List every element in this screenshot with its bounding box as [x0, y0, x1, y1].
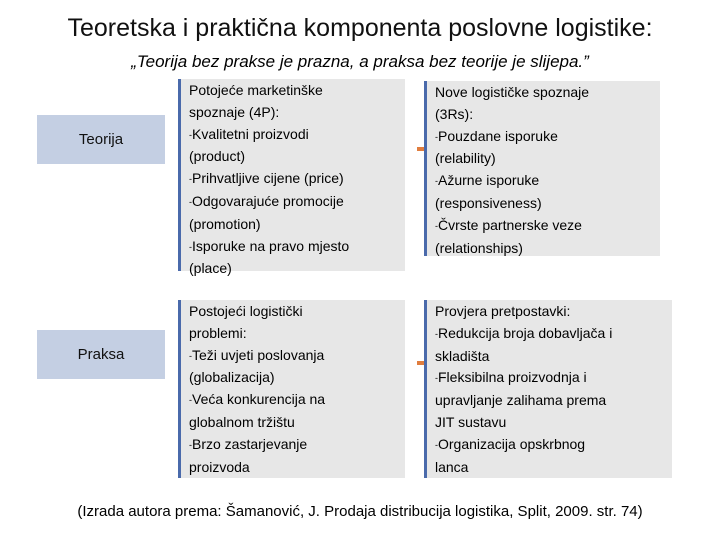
box-item-text: Brzo zastarjevanje: [192, 435, 308, 452]
box-item-text: Fleksibilna proizvodnja i: [438, 369, 587, 386]
box-item-continuation: [189, 258, 405, 280]
bullet-marker: -: [435, 131, 438, 142]
box-bullet-item: [435, 215, 660, 238]
box-item-continuation: [189, 367, 405, 389]
box-item-text: skladišta: [435, 347, 490, 364]
box-item-text: Prihvatljive cijene (price): [192, 170, 344, 187]
box-bullet-item: [189, 434, 405, 457]
box-item-text: Veća konkurencija na: [192, 391, 326, 408]
box-bullet-item: [189, 191, 405, 214]
box-bullet-item: [189, 168, 405, 191]
slide-quote: „Teorija bez prakse je prazna, a praksa bez teorije je slijepa.”: [131, 52, 589, 71]
box-item-continuation: [189, 214, 405, 236]
source-citation: (Izrada autora prema: Šamanović, J. Prodaja distribucija logistika, Split, 2009. str. 74): [77, 503, 643, 520]
row-label-teorija: Teorija: [37, 115, 165, 164]
bullet-marker: -: [189, 174, 192, 185]
box-item-continuation: [435, 457, 672, 479]
box-item-text: lanca: [435, 458, 469, 475]
box-item-text: (promotion): [189, 215, 261, 232]
box-item-text: (responsiveness): [435, 194, 542, 211]
box-item-continuation: [435, 346, 672, 368]
box-item-text: (globalizacija): [189, 369, 275, 386]
bullet-marker: -: [189, 350, 192, 361]
box-item-continuation: [435, 390, 672, 412]
praksa-left-box: [178, 300, 405, 478]
box-item-continuation: [435, 412, 672, 434]
box-item-text: Kvalitetni proizvodi: [192, 125, 309, 142]
teorija-left-box: [178, 79, 405, 277]
box-item-text: (product): [189, 148, 246, 165]
box-item-text: proizvoda: [189, 458, 250, 475]
box-item-continuation: [189, 457, 405, 479]
box-item-continuation: [189, 412, 405, 434]
bullet-marker: -: [435, 328, 438, 339]
box-heading-line: Nove logističke spoznaje: [435, 84, 590, 100]
box-bullet-item: [189, 389, 405, 412]
box-item-text: Ažurne isporuke: [438, 172, 540, 189]
box-item-text: (relationships): [435, 239, 523, 256]
box-bullet-item: [435, 434, 672, 457]
box-item-continuation: [435, 238, 660, 260]
box-item-text: Isporuke na pravo mjesto: [192, 237, 350, 254]
box-item-continuation: [435, 193, 660, 215]
box-bullet-item: [189, 345, 405, 368]
box-bullet-item: [189, 124, 405, 147]
praksa-right-box: [424, 300, 672, 478]
bullet-marker: -: [189, 129, 192, 140]
row-label-praksa: Praksa: [37, 330, 165, 379]
teorija-right-box: [424, 81, 660, 256]
box-item-text: Teži uvjeti poslovanja: [192, 346, 325, 363]
bullet-marker: -: [189, 196, 192, 207]
box-heading-line: spoznaje (4P):: [189, 103, 280, 120]
box-item-text: JIT sustavu: [435, 413, 507, 430]
box-heading-line: Potojeće marketinške: [189, 82, 323, 98]
bullet-marker: -: [435, 176, 438, 187]
bullet-marker: -: [435, 220, 438, 231]
box-item-text: Pouzdane isporuke: [438, 127, 558, 144]
box-bullet-item: [435, 126, 660, 149]
box-item-text: Čvrste partnerske veze: [438, 216, 582, 233]
box-bullet-item: [435, 367, 672, 390]
bullet-marker: -: [189, 439, 192, 450]
box-item-text: Organizacija opskrbnog: [438, 435, 586, 452]
box-heading-line: Provjera pretpostavki:: [435, 303, 571, 319]
box-item-continuation: [435, 148, 660, 170]
box-bullet-item: [189, 236, 405, 259]
bullet-marker: -: [435, 373, 438, 384]
slide-title: Teoretska i praktična komponenta poslovne logistike:: [67, 14, 653, 42]
box-item-text: (relability): [435, 150, 496, 167]
box-bullet-item: [435, 323, 672, 346]
box-item-text: (place): [189, 260, 232, 277]
box-bullet-item: [435, 170, 660, 193]
bullet-marker: -: [189, 395, 192, 406]
bullet-marker: -: [435, 439, 438, 450]
box-item-continuation: [189, 146, 405, 168]
box-heading-line: (3Rs):: [435, 105, 474, 122]
box-item-text: Odgovarajuće promocije: [192, 192, 344, 209]
box-item-text: upravljanje zalihama prema: [435, 392, 607, 409]
bullet-marker: -: [189, 241, 192, 252]
box-heading-line: Postojeći logistički: [189, 303, 303, 319]
box-item-text: Redukcija broja dobavljača i: [438, 324, 613, 341]
box-heading-line: problemi:: [189, 324, 247, 341]
box-item-text: globalnom tržištu: [189, 413, 295, 430]
